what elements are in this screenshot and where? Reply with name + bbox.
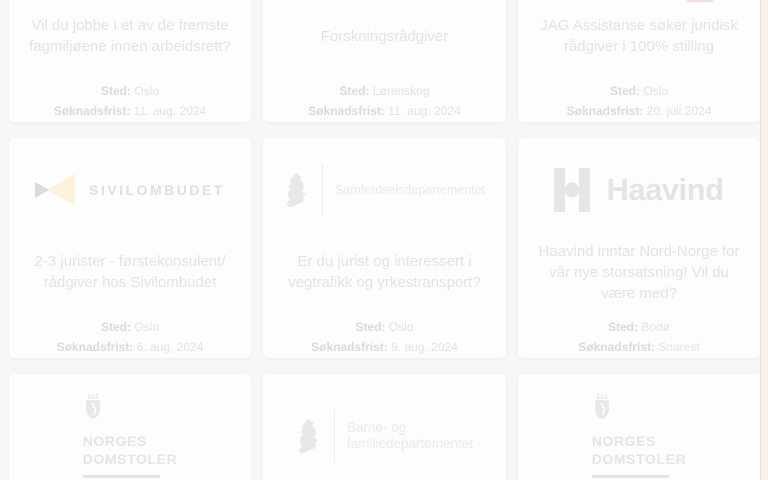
job-card-sivilombudet[interactable] (9, 138, 251, 358)
location-label: Sted: (355, 320, 386, 334)
norges-domstoler-wordmark (83, 432, 178, 468)
deadline-value: 11. aug. 2024 (133, 104, 207, 118)
logo-area (530, 138, 748, 242)
department-name (347, 420, 473, 452)
job-location (101, 84, 159, 98)
deadline-label: Søknadsfrist: (53, 104, 131, 118)
job-location (610, 84, 668, 98)
dep-line1: Barne- og (346, 420, 407, 435)
job-deadline (308, 104, 461, 118)
job-deadline (311, 340, 458, 354)
job-title-link[interactable]: Forskningsrådgiver (320, 27, 449, 45)
haavind-wordmark: Haavind (606, 172, 724, 207)
location-label: Sted: (100, 84, 131, 98)
job-card-samferdselsdepartementet[interactable] (263, 138, 506, 358)
job-card-barne-og-familiedepartementet[interactable] (263, 374, 506, 480)
job-title-link[interactable]: 2-3 jurister - førstekonsulent/ rådgiver hos Sivilombudet (34, 253, 226, 291)
deadline-value: 6. aug. 2024 (136, 340, 204, 354)
norges-domstoler-crest-icon (83, 390, 103, 424)
deadline-value: Snarest (658, 340, 700, 354)
haavind-logo (554, 168, 723, 212)
job-location (101, 320, 159, 334)
job-cards-grid (9, 0, 760, 480)
sivilombudet-wordmark: SIVILOMBUDET (89, 182, 225, 198)
lion-crest-icon (296, 419, 322, 453)
job-deadline (578, 340, 699, 354)
logo-area (275, 138, 494, 242)
deadline-label: Søknadsfrist: (566, 104, 644, 118)
job-location (339, 84, 429, 98)
deadline-value: 11. aug. 2024 (388, 104, 461, 118)
job-card-norges-domstoler-2[interactable] (518, 374, 760, 480)
deadline-value: 20. juli 2024 (646, 104, 712, 118)
deadline-label: Søknadsfrist: (578, 340, 655, 354)
page-edge-strip (760, 0, 768, 480)
job-title-link[interactable]: Vil du jobbe i et av de fremste fagmiljøene innen arbeidsrett? (29, 17, 231, 55)
samferdselsdepartementet-logo (284, 164, 485, 216)
location-value: Oslo (134, 320, 160, 334)
logo-divider (334, 410, 335, 462)
norges-domstoler-logo (83, 390, 178, 478)
department-name: Samferdselsdepartementet (334, 183, 486, 197)
jag-logo-remnant (687, 0, 713, 2)
location-value: Lørenskog (372, 84, 430, 98)
nd-line2: DOMSTOLER (82, 451, 178, 467)
location-value: Oslo (388, 320, 414, 334)
location-label: Sted: (339, 84, 370, 98)
job-card-arbeidsrett[interactable] (9, 0, 251, 122)
norges-domstoler-wordmark (592, 432, 687, 468)
norges-domstoler-crest-icon (592, 390, 612, 424)
job-title-link[interactable]: JAG Assistanse søker juridisk rådgiver i 100% stilling (540, 17, 738, 55)
location-label: Sted: (100, 320, 131, 334)
logo-area (21, 138, 239, 242)
norges-domstoler-underline (83, 475, 160, 478)
job-deadline (567, 104, 712, 118)
location-label: Sted: (609, 84, 640, 98)
deadline-label: Søknadsfrist: (308, 104, 385, 118)
location-label: Sted: (607, 320, 638, 334)
nd-line2: DOMSTOLER (591, 451, 687, 467)
deadline-value: 9. aug. 2024 (391, 340, 458, 354)
dep-line2: familiedepartementet (346, 436, 474, 451)
job-card-haavind[interactable] (518, 138, 760, 358)
job-title-link[interactable]: Haavind inntar Nord-Norge for vår nye storsatsning! Vil du være med? (538, 242, 740, 302)
deadline-label: Søknadsfrist: (56, 340, 134, 354)
deadline-label: Søknadsfrist: (311, 340, 388, 354)
job-card-jag-assistanse[interactable] (518, 0, 760, 122)
sivilombudet-logo (35, 174, 225, 206)
barne-og-familiedepartementet-logo (296, 410, 473, 462)
job-title-link[interactable]: Er du jurist og interessert i vegtrafikk og yrkestransport? (288, 253, 481, 291)
haavind-mark-icon (554, 168, 590, 212)
norges-domstoler-underline (592, 475, 669, 478)
job-card-forskningsradgiver[interactable] (263, 0, 506, 122)
sivilombudet-arrows-icon (35, 174, 77, 206)
job-location (608, 320, 670, 334)
nd-line1: NORGES (591, 433, 656, 449)
location-value: Oslo (134, 84, 160, 98)
nd-line1: NORGES (82, 433, 147, 449)
job-card-norges-domstoler-1[interactable] (9, 374, 251, 480)
location-value: Oslo (643, 84, 669, 98)
job-deadline (54, 104, 207, 118)
job-location (355, 320, 413, 334)
lion-crest-icon (284, 173, 310, 207)
logo-divider (322, 164, 323, 216)
job-deadline (57, 340, 204, 354)
norges-domstoler-logo (592, 390, 687, 478)
location-value: Bodø (641, 320, 671, 334)
